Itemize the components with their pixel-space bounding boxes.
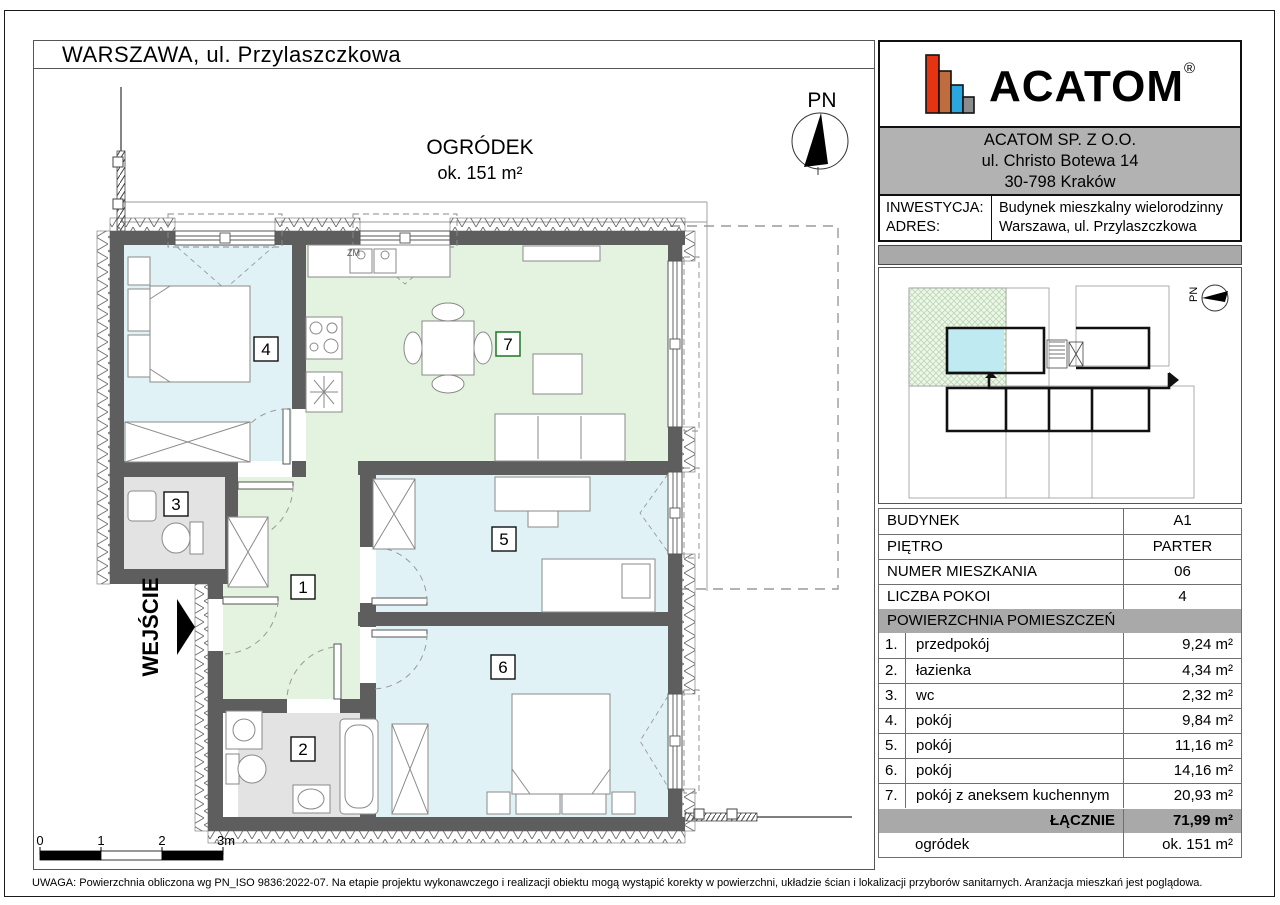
svg-text:2: 2 [158,833,166,848]
investment-value: Budynek mieszkalny wielorodzinny [999,200,1224,216]
row-value: PARTER [1123,535,1241,559]
logo-box [878,40,1242,128]
compass [792,89,848,175]
floor-plan-svg [34,69,874,868]
kitchen-sink-label: ZM [347,248,360,258]
page-title-text: WARSZAWA, ul. Przylaszczkowa [62,42,402,67]
table-row [879,534,1241,559]
registered-mark: ® [1183,59,1196,77]
entrance-arrow-icon [177,599,195,655]
address-label: ADRES: [886,219,940,235]
total-row [878,809,1242,834]
areas-table [878,633,1242,810]
room-name: pokój [905,734,1123,758]
room-name: przedpokój [905,633,1123,658]
room-label-6: 6 [498,658,508,677]
table-row [879,708,1241,733]
garden-value: ok. 151 m² [1123,833,1241,857]
garden-name: ogródek [915,836,970,853]
investment-values [992,196,1240,240]
brand-name: ACATOM [988,61,1184,111]
room-name: wc [905,684,1123,708]
row-number: 4. [885,712,898,729]
fence-top-left [113,87,125,231]
company-street: ul. Christo Botewa 14 [981,151,1139,170]
entrance-label: WEJŚCIE [138,577,163,677]
address-value: Warszawa, ul. Przylaszczkowa [999,219,1197,235]
room-label-3: 3 [171,495,181,514]
mini-unit-highlight [947,328,1004,373]
table-row [879,683,1241,708]
mini-plan-box [878,267,1242,504]
row-number: 3. [885,687,898,704]
svg-text:3m: 3m [216,833,236,848]
room-area: 2,32 m² [1123,684,1241,708]
row-number: 5. [885,737,898,754]
room-label-4: 4 [261,340,271,359]
scale-bar [36,833,235,860]
row-value: 4 [1123,585,1241,609]
areas-section-header: POWIERZCHNIA POMIESZCZEŃ [878,609,1242,634]
table-row [879,584,1241,609]
acatom-logo-icon [925,53,977,115]
entrance [138,577,195,676]
fence-bottom-right [685,809,852,821]
table-row [879,758,1241,783]
row-label: BUDYNEK [887,512,960,529]
garden-area-label: ok. 151 m² [437,163,523,183]
room-label-2: 2 [298,740,308,759]
room-area: 11,16 m² [1123,734,1241,758]
total-value: 71,99 m² [1123,809,1241,833]
room-name: łazienka [905,659,1123,683]
row-label: NUMER MIESZKANIA [887,563,1038,580]
room-name: pokój [905,759,1123,783]
total-label: ŁĄCZNIE [1050,812,1115,829]
svg-text:1: 1 [97,833,105,848]
row-number: 2. [885,662,898,679]
footer-disclaimer: UWAGA: Powierzchnia obliczona wg PN_ISO 9836:2022-07. Na etapie projektu wykonawczego i realizacji obiektu mogą wystąpić korekty w powierzchni, układzie ścian i lokalizacji przyborów sanitarnych. Aranżacja mieszkań jest poglądowa. [32,877,1203,889]
room-label-7: 7 [503,335,513,354]
mini-compass [1188,285,1228,311]
row-number: 6. [885,762,898,779]
investment-labels [880,196,992,240]
mini-compass-label: PN [1188,286,1200,302]
page-title [33,40,875,69]
room-label-5: 5 [499,530,509,549]
room-area: 9,24 m² [1123,633,1241,658]
row-value: A1 [1123,509,1241,534]
garden-row [878,833,1242,858]
garden-title: OGRÓDEK [426,136,534,159]
row-number: 7. [885,787,898,804]
mini-core [1047,340,1083,368]
compass-label: PN [807,89,837,112]
garden-boundary [670,226,838,589]
row-number: 1. [885,636,898,653]
row-label: PIĘTRO [887,538,943,555]
unit-info-table [878,508,1242,610]
room-area: 9,84 m² [1123,709,1241,733]
table-row [879,783,1241,808]
floor-plan-area [33,69,875,870]
table-row [879,509,1241,534]
room-name: pokój [905,709,1123,733]
company-name: ACATOM SP. Z O.O. [983,130,1137,149]
investment-label: INWESTYCJA: [886,200,984,216]
mini-plan-svg [879,268,1241,503]
room-area: 14,16 m² [1123,759,1241,783]
row-value: 06 [1123,560,1241,584]
brand-wordmark [989,60,1195,109]
table-row [879,633,1241,658]
separator-bar [878,245,1242,265]
room-label-1: 1 [298,578,308,597]
company-address-box [878,128,1242,196]
room-area: 4,34 m² [1123,659,1241,683]
room-name: pokój z aneksem kuchennym [905,784,1123,808]
row-label: LICZBA POKOI [887,588,991,605]
table-row [879,658,1241,683]
svg-text:0: 0 [36,833,44,848]
room-area: 20,93 m² [1123,784,1241,808]
investment-box [878,196,1242,242]
table-row [879,559,1241,584]
table-row [879,733,1241,758]
company-city: 30-798 Kraków [1004,172,1116,191]
